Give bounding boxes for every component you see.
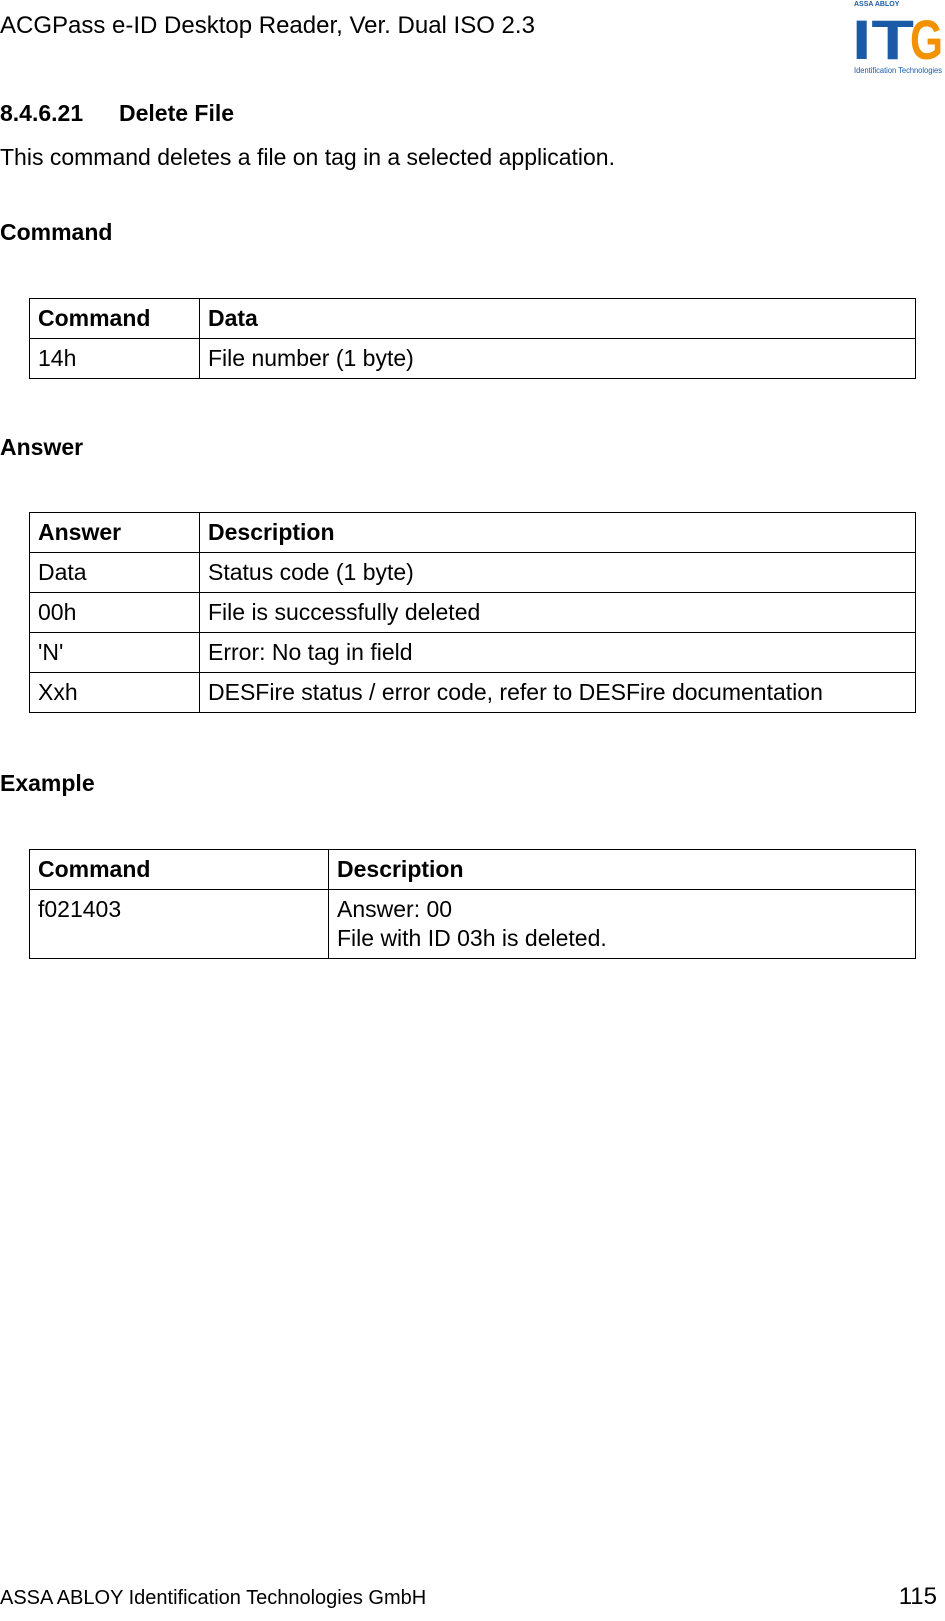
section-heading bbox=[0, 99, 234, 127]
table-row bbox=[30, 339, 916, 379]
table-header-row bbox=[30, 299, 916, 339]
column-header: Description bbox=[329, 850, 916, 890]
table-row bbox=[30, 593, 916, 633]
table-row bbox=[30, 890, 916, 959]
table-row bbox=[30, 633, 916, 673]
command-table bbox=[29, 298, 916, 379]
section-title: Delete File bbox=[119, 100, 235, 126]
table-cell: 14h bbox=[30, 339, 200, 379]
table-cell: File is successfully deleted bbox=[200, 593, 916, 633]
table-cell: Data bbox=[30, 553, 200, 593]
logo-bottom-text: Identification Technologies bbox=[854, 66, 942, 75]
table-cell: f021403 bbox=[30, 890, 329, 959]
footer-company: ASSA ABLOY Identification Technologies GmbH bbox=[0, 1587, 427, 1609]
page-header bbox=[0, 0, 945, 80]
answer-heading: Answer bbox=[0, 434, 84, 460]
table-header-row bbox=[30, 850, 916, 890]
column-header: Command bbox=[30, 850, 329, 890]
description-line: File with ID 03h is deleted. bbox=[337, 925, 607, 951]
table-cell: Xxh bbox=[30, 673, 200, 713]
column-header: Description bbox=[200, 513, 916, 553]
table-cell: 00h bbox=[30, 593, 200, 633]
table-cell: 'N' bbox=[30, 633, 200, 673]
assa-abloy-itg-logo-icon bbox=[852, 0, 945, 78]
logo-mark-g: G bbox=[910, 8, 943, 71]
answer-table bbox=[29, 512, 916, 713]
table-cell: File number (1 byte) bbox=[200, 339, 916, 379]
column-header: Data bbox=[200, 299, 916, 339]
column-header: Answer bbox=[30, 513, 200, 553]
logo-mark-text: IT bbox=[852, 8, 914, 71]
example-table bbox=[29, 849, 916, 959]
example-heading: Example bbox=[0, 770, 95, 796]
description-line: Answer: 00 bbox=[337, 896, 453, 922]
table-cell bbox=[329, 890, 916, 959]
section-intro: This command deletes a file on tag in a selected application. bbox=[0, 144, 615, 170]
section-number: 8.4.6.21 bbox=[0, 100, 84, 126]
table-cell: DESFire status / error code, refer to DESFire documentation bbox=[200, 673, 916, 713]
document-title: ACGPass e-ID Desktop Reader, Ver. Dual ISO 2.3 bbox=[0, 12, 535, 39]
column-header: Command bbox=[30, 299, 200, 339]
page-number: 115 bbox=[898, 1583, 937, 1610]
logo-top-text: ASSA ABLOY bbox=[854, 1, 900, 8]
table-cell: Error: No tag in field bbox=[200, 633, 916, 673]
table-cell: Status code (1 byte) bbox=[200, 553, 916, 593]
table-row bbox=[30, 553, 916, 593]
command-heading: Command bbox=[0, 219, 113, 245]
table-row bbox=[30, 673, 916, 713]
table-header-row bbox=[30, 513, 916, 553]
